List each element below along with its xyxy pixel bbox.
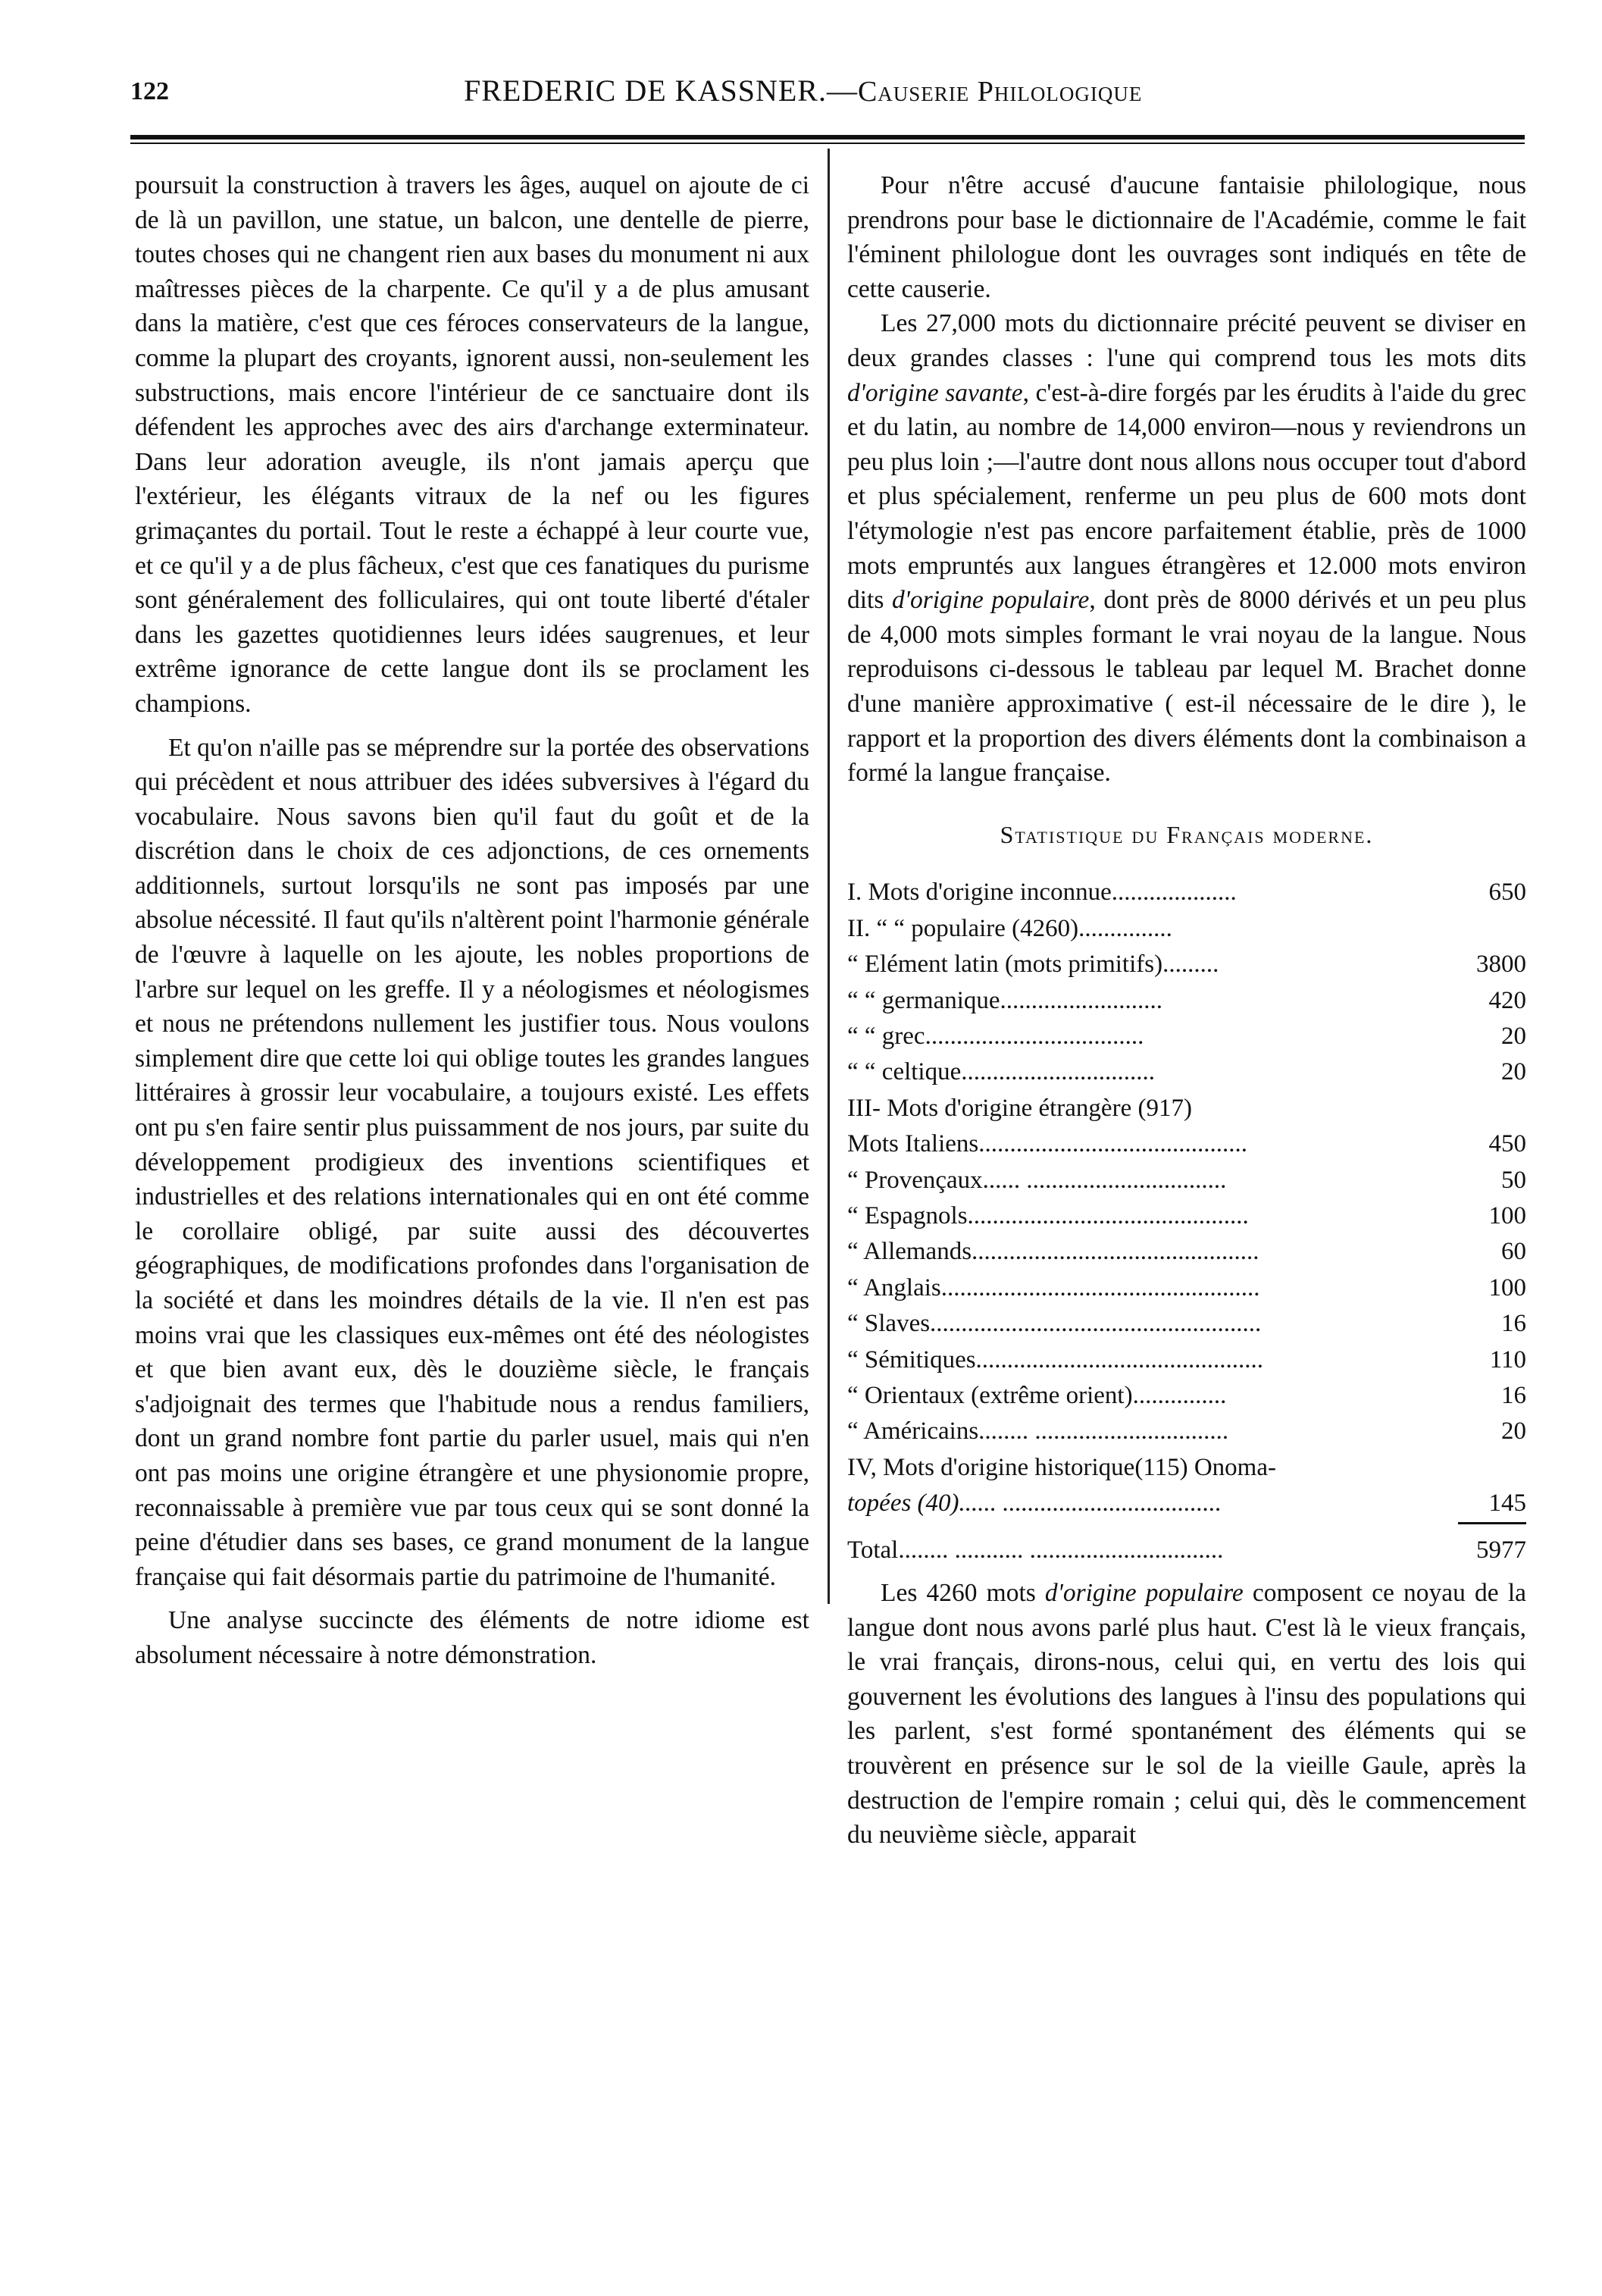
statistics-value: 20 bbox=[1501, 1022, 1526, 1050]
total-label: Total........ ........... ............................... bbox=[847, 1536, 1224, 1564]
statistics-row bbox=[847, 1342, 1526, 1378]
statistics-value: 420 bbox=[1488, 986, 1526, 1014]
statistics-row bbox=[847, 875, 1526, 910]
statistics-label: III- Mots d'origine étrangère (917) bbox=[847, 1094, 1192, 1122]
statistics-label: “ Allemands.............................................. bbox=[847, 1238, 1259, 1266]
statistics-label: “ Orientaux (extrême orient)............... bbox=[847, 1381, 1227, 1409]
right-paragraph-3 bbox=[847, 1576, 1526, 1853]
statistics-row bbox=[847, 1306, 1526, 1342]
statistics-row bbox=[847, 1486, 1526, 1521]
statistics-label: “ “ germanique.......................... bbox=[847, 986, 1163, 1014]
statistics-row bbox=[847, 1234, 1526, 1270]
statistics-value: 100 bbox=[1488, 1201, 1526, 1229]
statistics-row bbox=[847, 1091, 1526, 1126]
statistics-row bbox=[847, 1163, 1526, 1198]
statistics-row bbox=[847, 947, 1526, 982]
statistics-value bbox=[1458, 1450, 1526, 1486]
left-paragraph-2: Et qu'on n'aille pas se méprendre sur la portée des observations qui précèdent et nous attribuer des idées subversives à l'égard du vocabulaire. Nous savons bien qu'il faut du goût et de la discrétion dans le choix de ces adjonctions, de ces ornements additionnels, surtout lorsqu'ils ne sont pas imposés par une absolue nécessité. Il faut qu'ils n'altèrent point l'harmonie générale de l'œuvre à laquelle on les ajoute, les nobles proportions de l'arbre sur lequel on les greffe. Il y a néologismes et néologismes et nous ne prétendons nullement les justifier tous. Nous voulons simplement dire que cette loi qui oblige toutes les grandes langues littéraires à grossir leur vocabulaire, a toujours existé. Les effets ont pu s'en faire sentir plus puissamment de nos jours, par suite du développement prodigieux des inventions scientifiques et industrielles et des relations internationales qui en ont été comme le corollaire obligé, par suite aussi des découvertes géographiques, de modifications profondes dans l'organisation de la société et dans les moindres détails de la vie. Il n'en est pas moins vrai que les classiques eux-mêmes ont été des néologistes et que bien avant eux, dès le douzième siècle, le français s'adjoignait des termes que l'habitude nous a rendus familiers, dont un grand nombre font partie du parler usuel, mais qui n'en ont pas moins une origine étrangère et une physionomie propre, reconnaissable à première vue par tous ceux qui se sont donné la peine d'étudier dans ses bases, ce grand monument de la langue française qui fait désormais partie du patrimoine de l'humanité. bbox=[135, 733, 809, 1591]
statistics-value: 60 bbox=[1501, 1238, 1526, 1266]
text-run: , dont près de 8000 dérivés et un peu plus de 4,000 mots simples formant le vrai noyau de la langue. Nous reproduisons ci-dessous le tableau par lequel M. Brachet donne d'une manière approximative ( est-il nécessaire de le dire ), le rapport et la proportion des divers éléments dont la combinaison a formé la langue française. bbox=[847, 586, 1526, 788]
column-divider bbox=[828, 149, 830, 1604]
statistics-value: 650 bbox=[1488, 879, 1526, 907]
statistics-value: 145 bbox=[1488, 1489, 1526, 1518]
italic-term: d'origine savante bbox=[847, 378, 1023, 407]
statistics-label: I. Mots d'origine inconnue.................... bbox=[847, 879, 1237, 907]
left-column bbox=[135, 168, 809, 1673]
header-rule-thin bbox=[130, 143, 1525, 144]
statistics-row bbox=[847, 983, 1526, 1019]
left-paragraph-1: poursuit la construction à travers les âges, auquel on ajoute de ci de là un pavillon, une statue, un balcon, une dentelle de pierre, toutes choses qui ne changent rien aux bases du monument ni aux maîtresses pièces de la charpente. Ce qu'il y a de plus amusant dans la matière, c'est que ces féroces conservateurs de la langue, comme la plupart des croyants, ignorent aussi, non-seulement les substructions, mais encore l'intérieur de ce sanctuaire dont ils défendent les approches avec des airs d'archange exterminateur. Dans leur adoration aveugle, ils n'ont jamais aperçu que l'extérieur, les élégants vitraux de la nef ou les figures grimaçantes du portail. Tout le reste a échappé à leur courte vue, et ce qu'il y a de plus fâcheux, c'est que ces fanatiques du purisme sont généralement des folliculaires, qui ont toute liberté d'étaler dans les gazettes quotidiennes leurs idées saugrenues, et leur extrême ignorance de cette langue dont ils se proclament les champions. bbox=[135, 171, 809, 718]
text-run: Les 27,000 mots du dictionnaire précité peuvent se diviser en deux grandes classes : l'une qui comprend tous les mots dits bbox=[847, 309, 1526, 372]
header-rule-thick bbox=[130, 135, 1525, 139]
running-title-sub: Causerie Philologique bbox=[857, 76, 1143, 108]
statistics-label: “ “ celtique............................... bbox=[847, 1058, 1155, 1086]
text-run: Les 4260 mots bbox=[881, 1579, 1045, 1607]
statistics-label: IV, Mots d'origine historique(115) Onoma- bbox=[847, 1453, 1276, 1481]
statistics-value: 3800 bbox=[1476, 951, 1526, 979]
statistics-value: 16 bbox=[1501, 1381, 1526, 1409]
text-run: , c'est-à-dire forgés par les érudits à l'aide du grec et du latin, au nombre de 14,000 environ—nous y reviendrons un peu plus loin ;—l'autre dont nous allons nous occuper tout d'abord et plus spécialement, renferme un peu plus de 600 mots dont l'étymologie n'est pas encore parfaitement établie, près de 1000 mots empruntés aux langues étrangères et 12.000 mots environ dits bbox=[847, 378, 1526, 615]
statistics-value: 450 bbox=[1488, 1130, 1526, 1158]
right-paragraph-1: Pour n'être accusé d'aucune fantaisie philologique, nous prendrons pour base le dictionnaire de l'Académie, comme le fait l'éminent philologue dont les ouvrages sont indiqués en tête de cette causerie. bbox=[847, 171, 1526, 303]
italic-term: d'origine populaire bbox=[892, 586, 1090, 615]
statistics-row bbox=[847, 1019, 1526, 1054]
statistics-row bbox=[847, 911, 1526, 947]
left-paragraph-3: Une analyse succincte des éléments de notre idiome est absolument nécessaire à notre démonstration. bbox=[135, 1606, 809, 1669]
statistics-value bbox=[1458, 911, 1526, 947]
statistics-row bbox=[847, 1054, 1526, 1090]
statistics-value bbox=[1458, 1091, 1526, 1126]
statistics-value: 110 bbox=[1489, 1345, 1526, 1374]
statistics-row bbox=[847, 1126, 1526, 1162]
statistics-title: Statistique du Français moderne. bbox=[1000, 820, 1374, 848]
statistics-value: 50 bbox=[1501, 1166, 1526, 1194]
statistics-label: “ Américains........ ............................... bbox=[847, 1417, 1229, 1446]
statistics-value: 100 bbox=[1488, 1273, 1526, 1301]
statistics-value: 16 bbox=[1501, 1310, 1526, 1338]
statistics-label: Mots Italiens........................................... bbox=[847, 1130, 1247, 1158]
statistics-label: “ Elément latin (mots primitifs)......... bbox=[847, 951, 1219, 979]
text-run: composent ce noyau de la langue dont nous avons parlé plus haut. C'est là le vieux français, le vrai français, dirons-nous, celui qui, en vertu des lois qui gouvernent les évolutions des langues à l'insu des populations qui les parlent, s'est formé spontanément des éléments qui se trouvèrent en présence sur le sol de la vieille Gaule, après la destruction de l'empire romain ; celui qui, dès le commencement du neuvième siècle, apparait bbox=[847, 1579, 1526, 1850]
statistics-row bbox=[847, 1198, 1526, 1234]
statistics-label: “ Anglais................................................... bbox=[847, 1273, 1260, 1301]
running-title bbox=[464, 73, 1142, 108]
statistics-label: “ Provençaux...... ................................ bbox=[847, 1166, 1227, 1194]
statistics-table bbox=[847, 875, 1526, 1568]
right-paragraph-2 bbox=[847, 306, 1526, 790]
statistics-row bbox=[847, 1414, 1526, 1449]
statistics-label: topées (40)...... ................................... bbox=[847, 1489, 1222, 1518]
statistics-row bbox=[847, 1270, 1526, 1306]
page-number: 122 bbox=[130, 77, 169, 105]
statistics-label: II. “ “ populaire (4260)............... bbox=[847, 914, 1172, 942]
right-column bbox=[847, 168, 1526, 1853]
statistics-label: “ Slaves..................................................... bbox=[847, 1310, 1262, 1338]
running-title-separator: — bbox=[826, 74, 858, 108]
statistics-value: 20 bbox=[1501, 1417, 1526, 1446]
running-title-main: FREDERIC DE KASSNER. bbox=[464, 74, 827, 108]
statistics-label: “ Sémitiques.............................................. bbox=[847, 1345, 1264, 1374]
total-value: 5977 bbox=[1476, 1536, 1526, 1564]
statistics-label: “ “ grec................................... bbox=[847, 1022, 1144, 1050]
italic-term: d'origine populaire bbox=[1044, 1579, 1244, 1607]
statistics-row bbox=[847, 1450, 1526, 1486]
statistics-row bbox=[847, 1378, 1526, 1414]
statistics-value: 20 bbox=[1501, 1058, 1526, 1086]
statistics-total-row bbox=[847, 1530, 1526, 1568]
total-separator bbox=[847, 1522, 1526, 1530]
statistics-label: “ Espagnols............................................. bbox=[847, 1201, 1249, 1229]
running-header bbox=[130, 73, 1525, 118]
